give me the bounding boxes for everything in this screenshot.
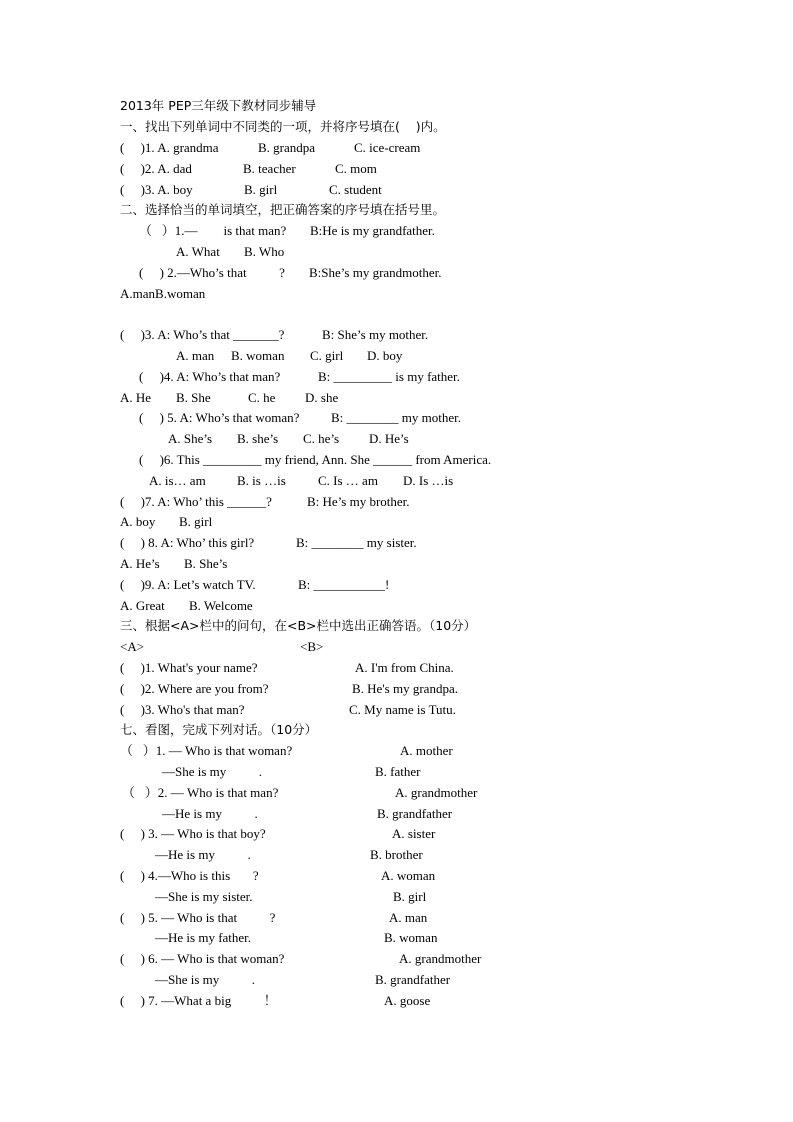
s7-line-4: —He is my . (162, 806, 258, 821)
s2-q2-answer: B:She’s my grandmother. (309, 265, 442, 280)
s2-q2: ( ) 2.—Who’s that ? (139, 265, 285, 280)
s1-q2: ( )2. A. dad (120, 161, 192, 176)
s7-line-10: —He is my father. (155, 930, 252, 945)
s2-q3-opt-b: B. woman (231, 348, 285, 363)
s2-q5-opt-b: B. she’s (237, 431, 279, 446)
page-title: 2013年 PEP三年级下教材同步辅导 (120, 98, 317, 113)
s7-opt-1: A. mother (400, 743, 453, 758)
s2-q5-answer: B: ________ my mother. (331, 410, 461, 425)
s7-line-8: —She is my sister. (155, 889, 253, 904)
s2-q4-opt-d: D. she (305, 390, 339, 405)
s2-q3-answer: B: She’s my mother. (322, 327, 429, 342)
s2-q7-opt-a: A. boy (120, 514, 156, 529)
section-1-heading: 一、找出下列单词中不同类的一项，并将序号填在( )内。 (120, 119, 446, 134)
section-2-heading: 二、选择恰当的单词填空，把正确答案的序号填在括号里。 (120, 202, 446, 217)
s2-q9: ( )9. A: Let’s watch TV. (120, 577, 256, 592)
s2-q6-opt-b: B. is …is (237, 473, 286, 488)
s1-q2-b: B. teacher (243, 161, 296, 176)
s7-line-1: （ ）1. — Who is that woman? (120, 743, 293, 758)
s2-q5-opt-c: C. he’s (303, 431, 340, 446)
s1-q1-c: C. ice-cream (354, 140, 421, 155)
s7-line-3: （ ）2. — Who is that man? (122, 785, 279, 800)
s2-q8-answer: B: ________ my sister. (296, 535, 417, 550)
s3-q2: ( )2. Where are you from? (120, 681, 269, 696)
s2-q8-opt-b: B. She’s (184, 556, 228, 571)
s2-q1: （ ）1.— is that man? (139, 223, 287, 238)
s2-q6: ( )6. This _________ my friend, Ann. She ______ from America. (139, 452, 492, 467)
s7-line-12: —She is my . (155, 972, 256, 987)
s7-line-2: —She is my . (162, 764, 263, 779)
s2-q8-opt-a: A. He’s (120, 556, 160, 571)
s7-opt-7: A. woman (381, 868, 436, 883)
s1-q1-b: B. grandpa (258, 140, 316, 155)
s2-q8: ( ) 8. A: Who’ this girl? (120, 535, 255, 550)
s2-q9-answer: B: ___________! (298, 577, 390, 592)
s7-opt-13: A. goose (384, 993, 431, 1008)
s2-q4-opt-a: A. He (120, 390, 152, 405)
s2-q3-opt-d: D. boy (367, 348, 403, 363)
s3-q1: ( )1. What's your name? (120, 660, 258, 675)
s2-q3-opt-c: C. girl (310, 348, 344, 363)
section-7-heading: 七、看图，完成下列对话。（10分） (120, 722, 318, 737)
s2-q4-opt-c: C. he (248, 390, 276, 405)
s2-q1-answer: B:He is my grandfather. (310, 223, 435, 238)
s2-q2-options: A.manB.woman (120, 286, 206, 301)
s3-a2: B. He's my grandpa. (352, 681, 458, 696)
s7-opt-2: B. father (375, 764, 421, 779)
s2-q9-opt-a: A. Great (120, 598, 165, 613)
s3-a3: C. My name is Tutu. (349, 702, 456, 717)
s2-q6-opt-c: C. Is … am (318, 473, 378, 488)
s7-line-9: ( ) 5. — Who is that ? (120, 910, 276, 925)
s7-opt-9: A. man (389, 910, 428, 925)
s2-q5: ( ) 5. A: Who’s that woman? (139, 410, 300, 425)
s2-q1-opt-a: A. What (176, 244, 220, 259)
s1-q1: ( )1. A. grandma (120, 140, 219, 155)
s7-opt-10: B. woman (384, 930, 438, 945)
column-b-label: <B> (300, 639, 324, 654)
s2-q3-opt-a: A. man (176, 348, 215, 363)
s7-line-13: ( ) 7. —What a big ！ (120, 993, 277, 1008)
s3-q3: ( )3. Who's that man? (120, 702, 245, 717)
s7-opt-3: A. grandmother (395, 785, 478, 800)
s2-q5-opt-d: D. He’s (369, 431, 409, 446)
s2-q4-opt-b: B. She (176, 390, 211, 405)
s7-opt-12: B. grandfather (375, 972, 451, 987)
s7-line-5: ( ) 3. — Who is that boy? (120, 826, 266, 841)
s7-line-6: —He is my . (155, 847, 251, 862)
s3-a1: A. I'm from China. (355, 660, 454, 675)
s2-q5-opt-a: A. She’s (168, 431, 213, 446)
s2-q6-opt-a: A. is… am (149, 473, 206, 488)
s7-opt-5: A. sister (392, 826, 436, 841)
s1-q3-b: B. girl (244, 182, 278, 197)
s2-q3: ( )3. A: Who’s that _______? (120, 327, 285, 342)
s1-q2-c: C. mom (335, 161, 377, 176)
s7-opt-8: B. girl (393, 889, 427, 904)
section-3-heading: 三、根据<A>栏中的问句，在<B>栏中选出正确答语。（10分） (120, 618, 477, 633)
s7-line-11: ( ) 6. — Who is that woman? (120, 951, 285, 966)
s7-opt-11: A. grandmother (399, 951, 482, 966)
s2-q7: ( )7. A: Who’ this ______? (120, 494, 272, 509)
s2-q4-answer: B: _________ is my father. (318, 369, 460, 384)
s2-q1-opt-b: B. Who (244, 244, 285, 259)
s2-q9-opt-b: B. Welcome (189, 598, 253, 613)
s2-q7-answer: B: He’s my brother. (307, 494, 410, 509)
s7-opt-6: B. brother (370, 847, 423, 862)
s1-q3: ( )3. A. boy (120, 182, 193, 197)
s7-opt-4: B. grandfather (377, 806, 453, 821)
s2-q6-opt-d: D. Is …is (403, 473, 454, 488)
s2-q4: ( )4. A: Who’s that man? (139, 369, 281, 384)
s1-q3-c: C. student (329, 182, 382, 197)
s2-q7-opt-b: B. girl (179, 514, 213, 529)
column-a-label: <A> (120, 639, 145, 654)
s7-line-7: ( ) 4.—Who is this ? (120, 868, 259, 883)
